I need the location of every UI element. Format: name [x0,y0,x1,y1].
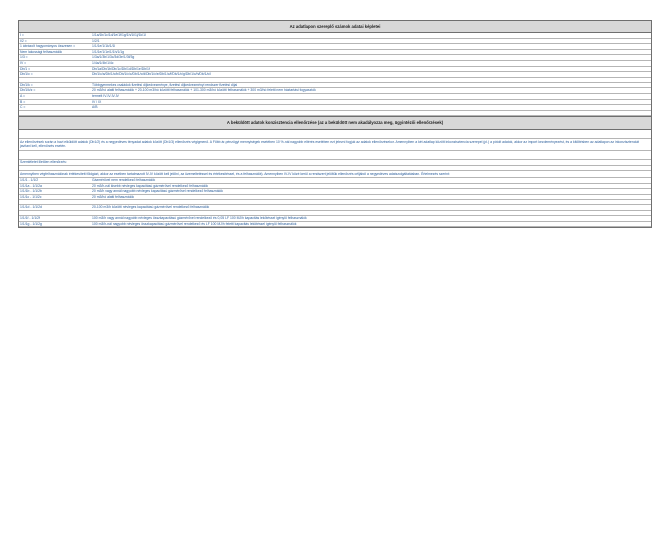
table-row [19,222,651,228]
row-value: 100 m3/h vagy annál nagyobb névleges összkapacitású gázmérővel rendelkező és 0,05 LF 100 MJ/h kapacitás lekötéssel igénylő felhasználók [92,216,307,221]
formula-rows-mid [19,83,651,111]
row-value: Többgyermekes családok fizetési díjkedvezménye, fizetési díjkedvezményi rendszer fizetési díjai [92,82,238,87]
row-label: I = [20,33,24,37]
row-label: A = [20,93,25,98]
row-value: IV / IX [92,99,102,104]
row-label: Nem lakossági felhasználók [20,49,63,54]
row-value: 100 m3/h-nál nagyobb névleges összkapacitású gázmérővel rendelkező és LF 100 MJ/h feletti kapacitás lekötéssel igénylő felhasználók [92,221,297,226]
formula-rows-top [19,33,651,78]
interpretation-paragraph: Amennyiben végfelhasználónak értékesített földgázt, akkor az esetben tartalmazott IV-IV között kell jelölni, az üzemeltetéssel és értékesítéssel, és a felhasználót). Amennyiben IV-IV közé kerül a rendszert jelöltük ellenőrzés céljából a negyedéves adatszolgáltatásban. Értelmezés szerint: [19,171,651,179]
row-value: termelt IV-IV-IV-IV [92,93,119,98]
consistency-paragraph: Az ellenőrzések során a havi elküldött adatok (Db1/2) és a negyedéves tényadat adatok között (Db1/3) ellenőrzés végigmenő. A Főbb ár-pénzügyi mennyiségek esetében 10 %-nál nagyobb eltérés esetében ezt jelezni fogjuk az adatok ellenőrzésekor. Amennyiben a két adatlap között inkonzisztencia szerepel (pl.) a pótolt adatok, akkor az import kezdeményezést, és a kitöltésben az adatlapon az inkonzisztenciát javítani kell, ellenőrzés esetén. [19,139,651,151]
category-rows-3 [19,216,651,227]
row-value: 1/4a/1/4b/1/4c [92,60,114,65]
row-value: Gázmérővel nem rendelkező felhasználók [92,178,156,183]
spacer-row [19,130,651,139]
sheet-title: Az adatlapon szereplő számok adatai képletei [19,21,651,33]
row-label: 1/1/1c - 1/1/2c [20,194,42,199]
row-label: Db/1/k = [20,82,33,87]
row-value: 20 m3/hó alatti felhasználók + 20-100 m3/hó közötti felhasználók + 101-300 m3/hó közötti felhasználók + 300 m3/hó feletti nem háztartási fogyasztók [92,88,316,93]
row-label: 1 ábrázolt hagyományos összesen = [20,44,76,49]
row-label: Db/1/k/z = [20,88,36,93]
row-value: 1/2/1 [92,38,100,43]
row-value: A/B [92,105,98,110]
row-label: C = [20,105,26,110]
row-label: 1/1/1f - 1/1/2f [20,216,40,221]
row-label: 1/1/1d - 1/1/2d [20,205,42,210]
row-label: I/2 = [20,38,27,43]
row-value: 1/1a/1b/1c/1d/1e/1f/1g/1h/1i/1j/1k/1l [92,33,146,37]
row-value: 20 m3/hó alatti felhasználók [92,194,135,199]
row-label: 1/1/1g - 1/1/2g [20,221,42,226]
row-value: 1/1/1e/1/1k/1/1l [92,44,116,49]
row-value: 20-100 m3/h közötti névleges kapacitású gázmérővel rendelkező felhasználók [92,205,210,210]
row-value: 20 m3/h-nál kisebb névleges kapacitású gázmérővel rendelkező felhasználók [92,183,209,188]
row-value: 1/1/1e/1/1e/1/1h/1/1g [92,49,125,54]
row-label: B = [20,99,26,104]
row-value: Db/1/c/a/Db/1/c/b/Db/1/c/c/Db/1/c/d/Db/1/c/e/Db/1/c/f/Db/1/c/g/Db/1/c/h/Db/1/c/i [92,72,211,77]
formal-check-line: Szemléletet illetően ellenőrzés: [19,160,651,166]
row-label: Db/1/c = [20,72,33,77]
section-consistency-title: A beküldött adatok konzisztencia ellenőrzése (az a beküldött nem akadályozza meg, ügyintézői ellenőrzések) [19,116,651,130]
category-rows [19,178,651,200]
spacer-row [19,151,651,160]
row-label: 1/1/1 - 1/1/2 [20,178,39,183]
row-label: 1/1/1b - 1/1/2b [20,189,42,194]
row-label: 1/3 = [20,55,28,60]
row-value: 1/3a/1/3b/1/3c/3d/3e/1/3f/3g [92,55,135,60]
row-label: IV = [20,60,27,65]
row-label: Db/1 = [20,66,31,71]
spreadsheet-sheet [18,20,652,228]
row-value: 20 m3/h vagy annál nagyobb névleges kapacitású gázmérővel rendelkező felhasználók [92,189,223,194]
row-value: Db/1a/Db/1b/Db/1c/Db/1d/Db/1e/Db/1f [92,66,150,71]
row-label: 1/1/1a - 1/1/2a [20,183,42,188]
